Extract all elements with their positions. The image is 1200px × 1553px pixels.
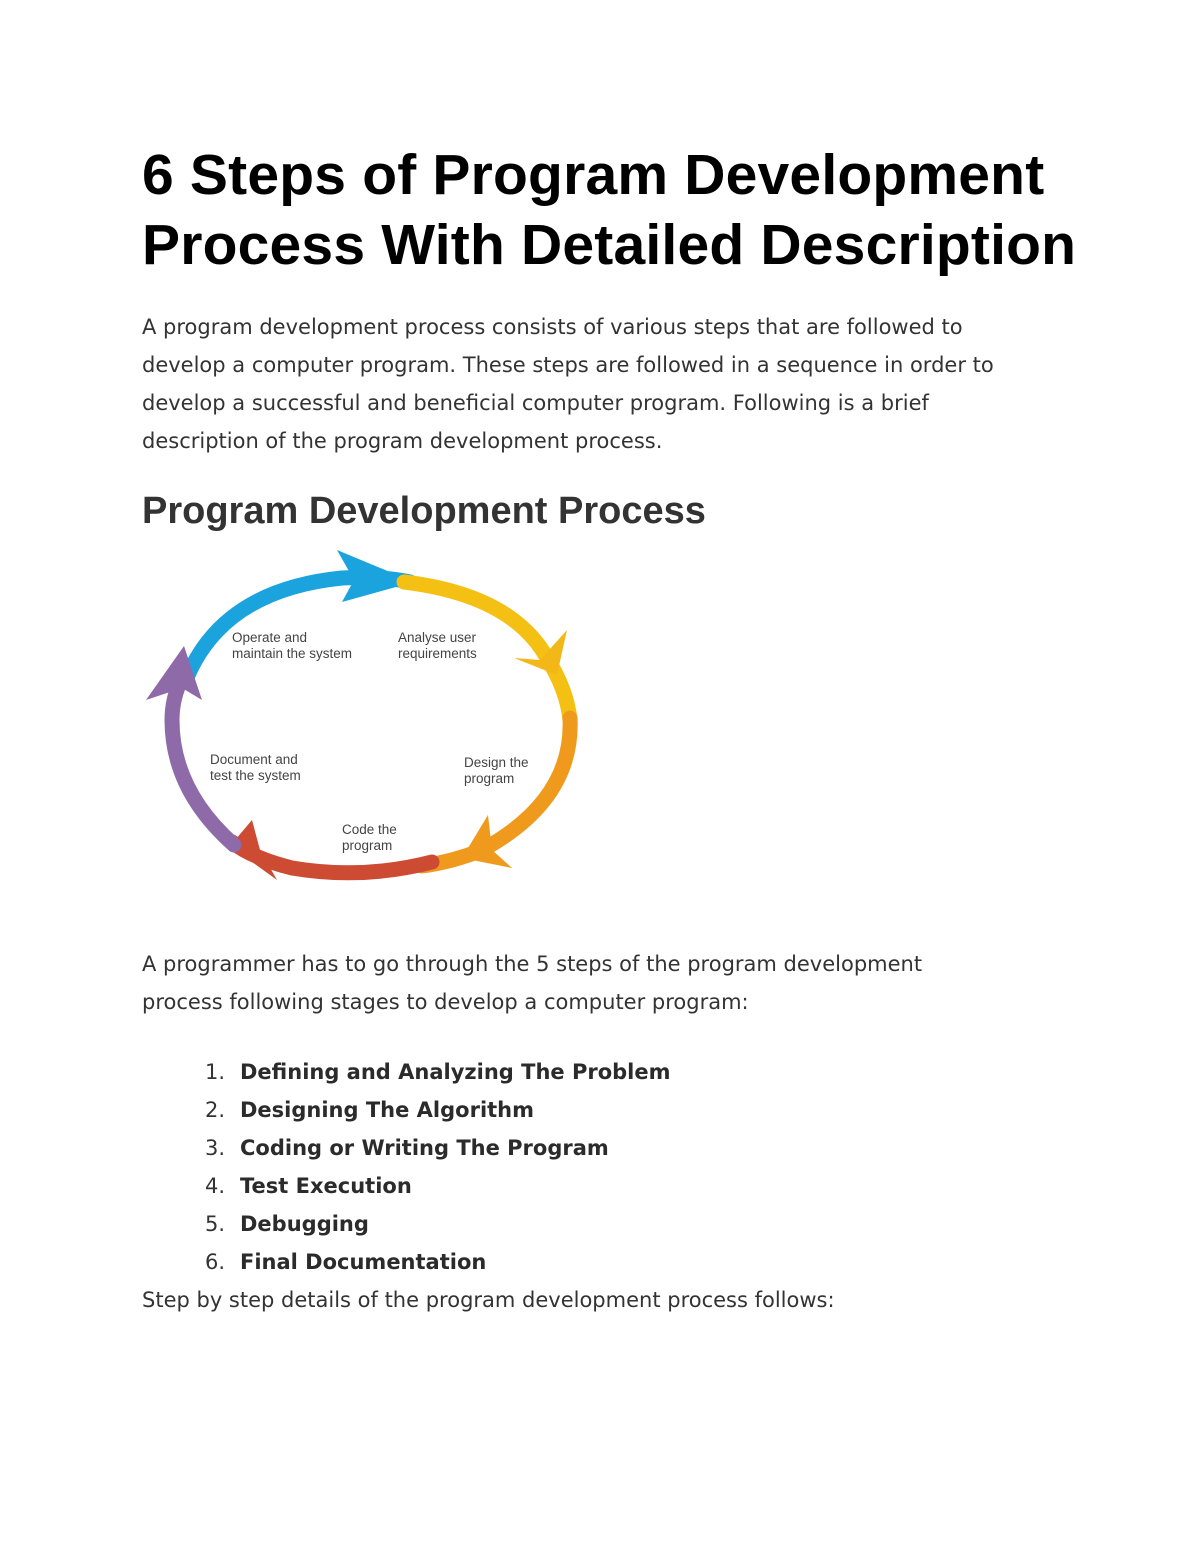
orange-arc xyxy=(422,718,570,866)
label-operate-maintain: Operate and maintain the system xyxy=(232,630,353,661)
steps-list xyxy=(142,1053,1082,1281)
list-item-text: Defining and Analyzing The Problem xyxy=(240,1060,671,1084)
list-item xyxy=(205,1053,1082,1091)
list-item xyxy=(205,1205,1082,1243)
blue-arc xyxy=(186,578,410,681)
steps-intro-paragraph: A programmer has to go through the 5 steps of the program development process following stages to develop a computer program: xyxy=(142,952,923,1014)
intro-paragraph: A program development process consists of various steps that are followed to develop a computer program. These steps are followed in a sequence in order to develop a successful and beneficial computer program. Following is a brief description of the program development process. xyxy=(142,315,994,453)
list-item-number: 2. xyxy=(205,1098,226,1122)
document-page xyxy=(142,140,1082,1319)
list-item xyxy=(205,1167,1082,1205)
list-item-number: 3. xyxy=(205,1136,226,1160)
list-item-text: Designing The Algorithm xyxy=(240,1098,535,1122)
list-item-number: 6. xyxy=(205,1250,226,1274)
label-analyse-requirements: Analyse user requirements xyxy=(398,630,477,661)
list-item xyxy=(205,1129,1082,1167)
section-heading: Program Development Process xyxy=(142,490,706,532)
list-item-number: 4. xyxy=(205,1174,226,1198)
list-item-number: 1. xyxy=(205,1060,226,1084)
label-design-program: Design the program xyxy=(464,755,529,786)
list-item-text: Debugging xyxy=(240,1212,369,1236)
list-item xyxy=(205,1091,1082,1129)
list-item-number: 5. xyxy=(205,1212,226,1236)
list-item-text: Test Execution xyxy=(240,1174,412,1198)
label-code-program: Code the program xyxy=(342,822,397,853)
document-title: 6 Steps of Program Development Process With Detailed Description xyxy=(142,143,1077,277)
list-item-text: Final Documentation xyxy=(240,1250,487,1274)
label-document-test: Document and test the system xyxy=(210,752,301,783)
list-item-text: Coding or Writing The Program xyxy=(240,1136,609,1160)
list-item xyxy=(205,1243,1082,1281)
process-cycle-diagram xyxy=(142,550,582,895)
closing-paragraph: Step by step details of the program development process follows: xyxy=(142,1288,835,1312)
